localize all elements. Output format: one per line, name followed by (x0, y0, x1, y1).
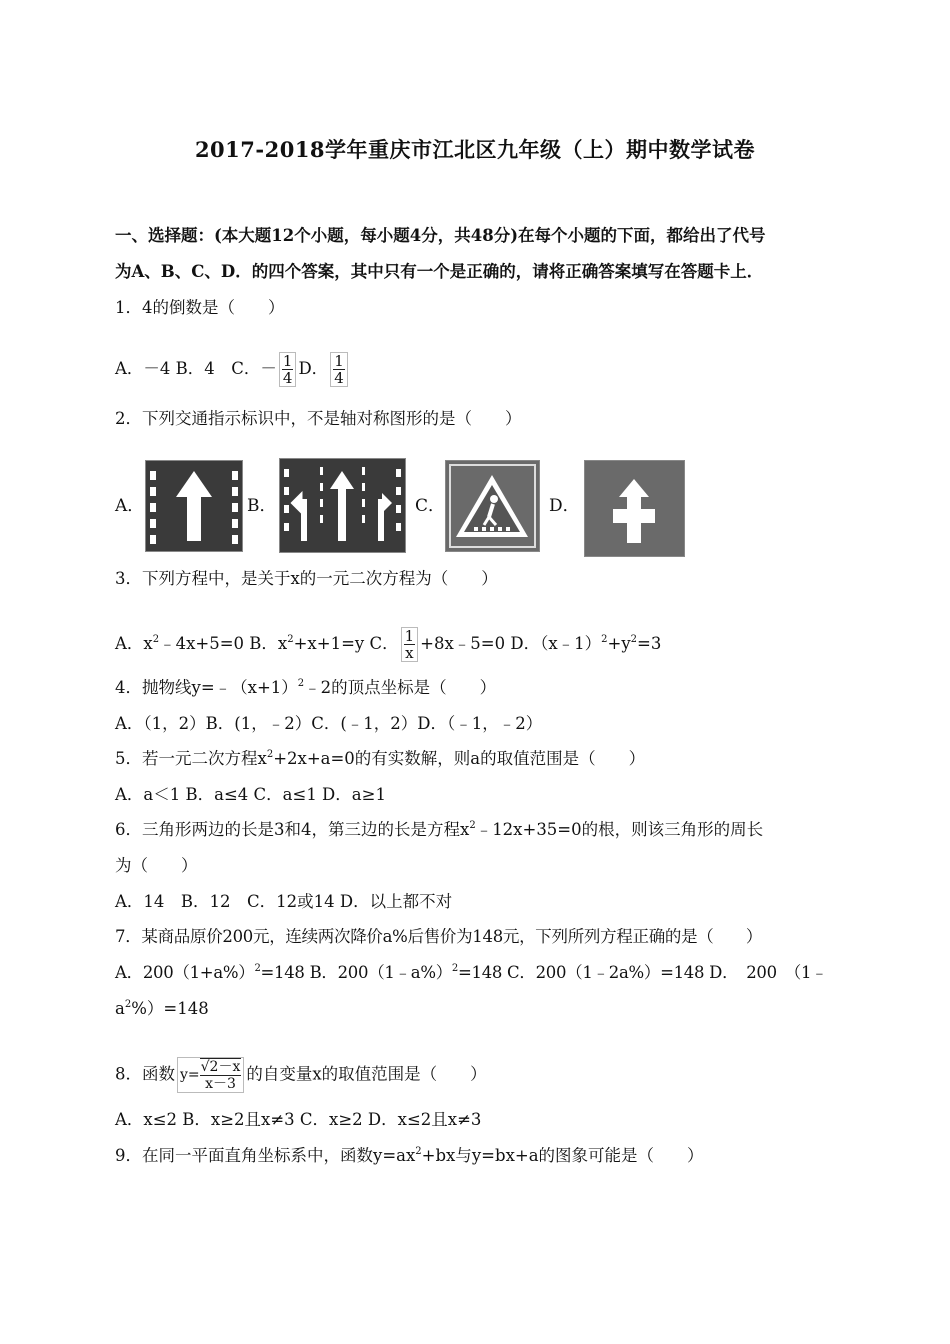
fraction-c: $\frac{1}{4}$ (279, 352, 297, 387)
fraction-1-over-x: $\frac{1}{x}$ (401, 627, 419, 662)
intersection-sign-icon (584, 460, 685, 557)
question-4-stem: 4．抛物线$y=﹣(x+1)^2﹣2$的顶点坐标是（ ） (115, 678, 497, 697)
question-6-stem-continued: 为（ ） (115, 856, 198, 875)
option-a-label: A． (115, 496, 145, 516)
question-9-stem: 9．在同一平面直角坐标系中，函数$y=ax^2+bx$与y=bx+a的图象可能是（ ） (115, 1146, 704, 1165)
question-8-options: A．x≤2 B．x≥2且x≠3 C．x≥2 D．x≤2且x≠3 (115, 1110, 482, 1129)
question-5-options: A．a＜1 B．a≤4 C．a≤1 D．a≥1 (115, 785, 386, 804)
question-1-options: A．－4 B．4 C．－ $\frac{1}{4}$ D． $\frac{1}{4}$ (115, 352, 840, 387)
question-3-options: A．$x^2﹣4x+5=0$ B．$x^2+x+1=y$ C． $\frac{1}{x}$ +8x﹣5=0 D．$(x﹣1)^2+y^2=3$ (115, 627, 662, 662)
option-b-label: B． (247, 496, 277, 516)
lane-arrows-sign-icon (279, 458, 406, 553)
question-6-options: A．14 B．12 C．12或14 D．以上都不对 (115, 892, 453, 911)
option-d-label: D． (549, 496, 580, 516)
question-3-stem: 3．下列方程中，是关于x的一元二次方程为（ ） (115, 569, 498, 588)
question-7-stem: 7．某商品原价200元，连续两次降价a%后售价为148元，下列所列方程正确的是（ ） (115, 927, 763, 946)
question-6-stem: 6．三角形两边的长是3和4，第三边的长是方程$x^2﹣12x+35=0$的根，则该三角形的周长 (115, 820, 764, 839)
straight-arrow-sign-icon (145, 460, 243, 552)
question-7-options: A．$200(1+a\%)^2=148$ B．200（1﹣a%）$^2$=148 C．200（1﹣2a%）=148 D． 200 （1﹣ (115, 963, 828, 982)
section-intro-line-1: 一、选择题：(本大题12个小题，每小题4分，共48分)在每个小题的下面，都给出了代号 (115, 226, 766, 245)
question-8-stem: 8．函数 y= $\frac{√2-x}{x-3}$ 的自变量x的取值范围是（ ） (115, 1059, 487, 1092)
question-7-options-continued: $a^2\%)=148$ (115, 999, 209, 1018)
question-1-stem: 1．4的倒数是（ ） (115, 298, 285, 317)
question-5-stem: 5．若一元二次方程$x^2+2x+a=0$的有实数解，则a的取值范围是（ ） (115, 749, 646, 768)
function-expression: y= $\frac{√2-x}{x-3}$ (177, 1057, 244, 1093)
question-4-options: A．（1，2）B．(1，﹣2）C．(﹣1，2）D．（﹣1，﹣2） (115, 714, 543, 733)
option-c-label: C． (415, 496, 446, 516)
pedestrian-crossing-sign-icon (445, 460, 540, 552)
page-title: 2017-2018学年重庆市江北区九年级（上）期中数学试卷 (194, 137, 756, 162)
fraction-d: $\frac{1}{4}$ (330, 352, 348, 387)
question-2-stem: 2．下列交通指示标识中，不是轴对称图形的是（ ） (115, 409, 522, 428)
section-intro-line-2: 为A、B、C、D．的四个答案，其中只有一个是正确的，请将正确答案填写在答题卡上． (115, 262, 764, 281)
